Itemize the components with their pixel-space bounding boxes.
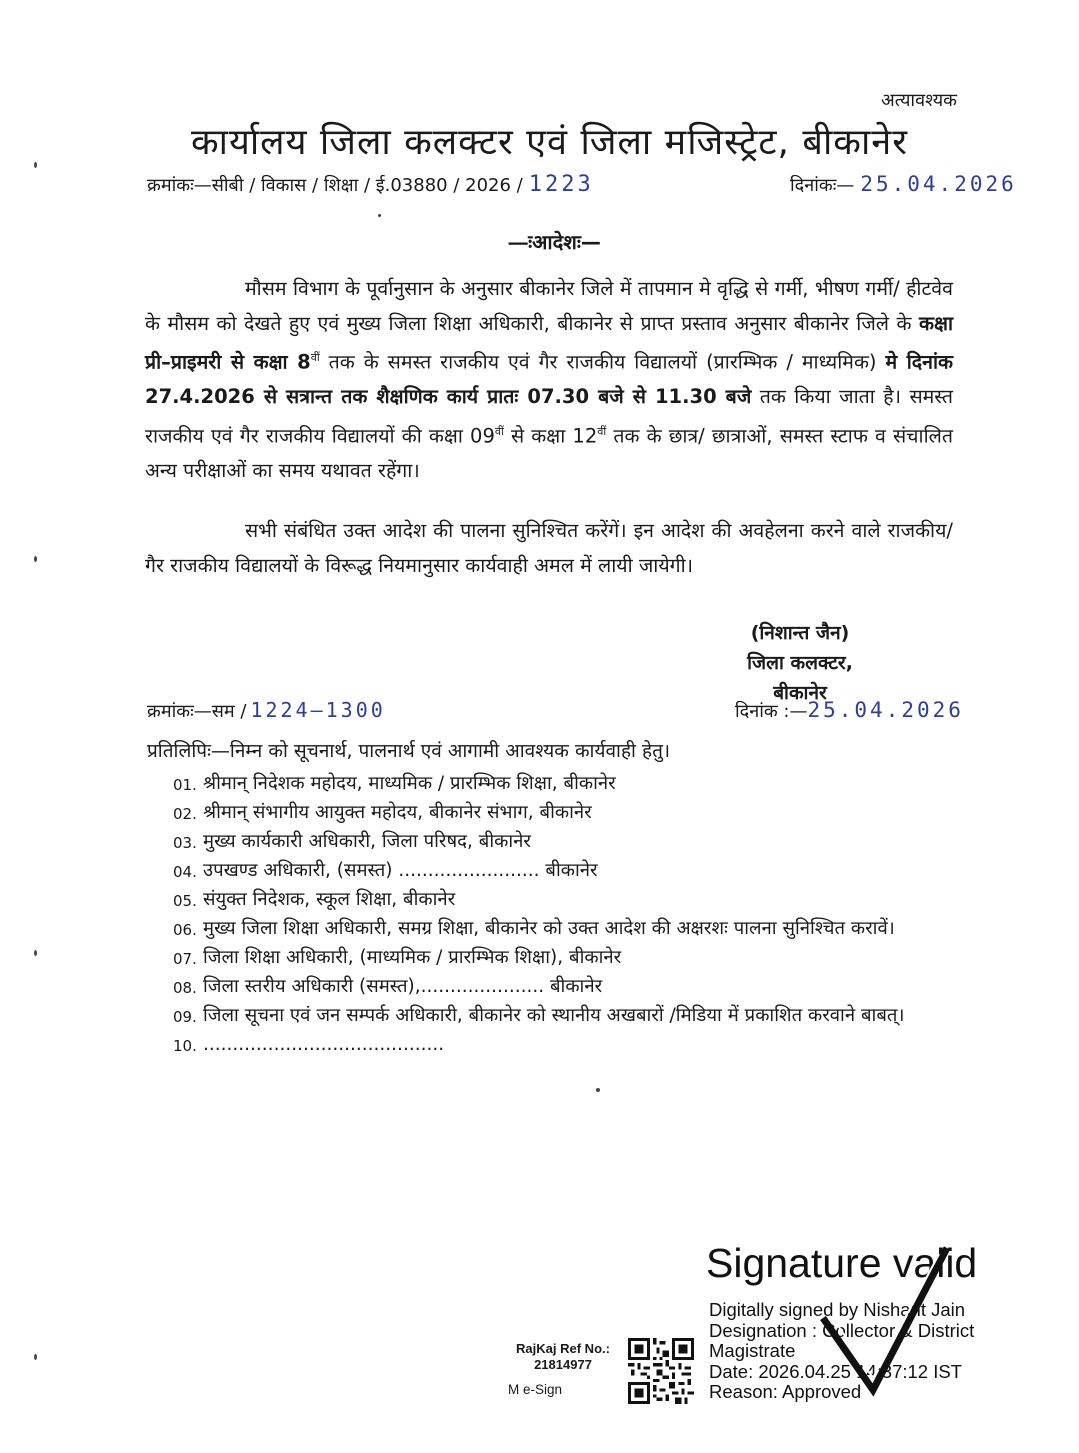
rajkaj-reference	[503, 1341, 623, 1373]
scan-speck	[34, 162, 37, 168]
list-item-number: 04.	[173, 863, 197, 881]
list-item-number: 07.	[173, 950, 197, 968]
copy-date-handwritten: 25.04.2026	[807, 698, 964, 722]
p1-sup-3: वीं	[597, 424, 607, 438]
copy-reference-label: क्रमांकः—सम /	[147, 701, 247, 722]
signatory-designation: जिला कलक्टर,	[747, 652, 853, 674]
copy-date	[735, 698, 964, 723]
order-reference-handwritten: 1223	[528, 172, 594, 197]
order-date-label: दिनांकः—	[790, 175, 855, 196]
list-item	[173, 770, 953, 799]
list-item-text: संयुक्त निदेशक, स्कूल शिक्षा, बीकानेर	[203, 889, 456, 910]
order-date-handwritten: 25.04.2026	[860, 172, 1017, 196]
list-item-text: .........................................	[203, 1034, 445, 1055]
copy-intro: प्रतिलिपिः—निम्न को सूचनार्थ, पालनार्थ एवं आगामी आवश्यक कार्यवाही हेतु।	[147, 740, 671, 762]
p1-text-e: तक के छात्र/ छात्राओं, समस्त स्टाफ व संचालित अन्य परीक्षाओं का समय यथावत रहेंगा।	[145, 424, 953, 482]
signer-designation: Designation : Collector & District	[709, 1319, 975, 1341]
list-item	[173, 828, 953, 857]
list-item	[173, 799, 953, 828]
order-paragraph-2	[145, 514, 953, 583]
list-item-number: 10.	[173, 1037, 197, 1055]
distribution-list	[173, 770, 953, 1060]
list-item-text: जिला स्तरीय अधिकारी (समस्त),..................... बीकानेर	[203, 976, 603, 997]
list-item	[173, 915, 953, 944]
signature-valid-title: Signature valid	[706, 1240, 978, 1286]
list-item-number: 02.	[173, 805, 197, 823]
list-item-number: 08.	[173, 979, 197, 997]
list-item-text: श्रीमान् संभागीय आयुक्त महोदय, बीकानेर संभाग, बीकानेर	[203, 802, 592, 823]
order-reference	[147, 172, 594, 197]
scan-speck	[378, 214, 381, 217]
order-reference-label: क्रमांकः—सीबी / विकास / शिक्षा / ई.03880 / 2026 /	[147, 175, 523, 196]
scan-speck	[34, 950, 37, 956]
list-item-number: 06.	[173, 921, 197, 939]
p1-text-d: से कक्षा 12	[510, 424, 598, 447]
office-title: कार्यालय जिला कलक्टर एवं जिला मजिस्ट्रेट, बीकानेर	[191, 122, 908, 163]
scan-speck	[596, 1088, 600, 1092]
p2-text: सभी संबंधित उक्त आदेश की पालना सुनिश्चित करेंगें। इन आदेश की अवहेलना करने वाले राजकीय/ गैर राजकीय विद्यालयों के विरूद्ध नियमानुसार कार्यवाही अमल में लायी जायेगी।	[145, 519, 953, 577]
checkmark-icon	[815, 1240, 955, 1400]
copy-reference-handwritten: 1224—1300	[250, 698, 386, 722]
list-item-number: 09.	[173, 1008, 197, 1026]
signature-reason: Reason: Approved	[709, 1381, 862, 1402]
list-item-text: श्रीमान् निदेशक महोदय, माध्यमिक / प्रारम्भिक शिक्षा, बीकानेर	[203, 773, 616, 794]
scan-speck	[34, 1354, 37, 1360]
list-item	[173, 1002, 953, 1031]
list-item	[173, 1031, 953, 1060]
list-item	[173, 944, 953, 973]
signature-date: Date: 2026.04.25 14:37:12 IST	[709, 1360, 963, 1382]
copy-date-label: दिनांक :—	[735, 701, 808, 722]
order-paragraph-1	[145, 272, 953, 488]
list-item-number: 01.	[173, 776, 197, 794]
list-item-text: मुख्य कार्यकारी अधिकारी, जिला परिषद, बीकानेर	[203, 831, 531, 852]
rajkaj-number: 21814977	[534, 1357, 592, 1372]
p1-sup-2: वीं	[494, 424, 504, 438]
qr-code-icon	[628, 1338, 694, 1404]
list-item-text: मुख्य जिला शिक्षा अधिकारी, समग्र शिक्षा, बीकानेर को उक्त आदेश की अक्षरशः पालना सुनिश्चित करावें।	[203, 918, 895, 939]
signatory-name: (निशान्त जैन)	[750, 622, 850, 644]
signatory-block	[700, 618, 900, 708]
p1-bold-timing: मे दिनांक 27.4.2026 से सत्रान्त तक शैक्षणिक कार्य प्रातः 07.30 बजे से 11.30 बजे	[145, 350, 953, 408]
list-item	[173, 857, 953, 886]
list-item-text: जिला सूचना एवं जन सम्पर्क अधिकारी, बीकानेर को स्थानीय अखबारों /मिडिया में प्रकाशित करवाने बाबत्।	[203, 1005, 905, 1026]
signed-by: Digitally signed by Nishant Jain	[709, 1299, 966, 1320]
p1-text-c: तक किया जाता है। समस्त राजकीय एवं गैर राजकीय विद्यालयों की कक्षा 09	[145, 385, 954, 447]
list-item-number: 05.	[173, 892, 197, 910]
list-item	[173, 973, 953, 1002]
urgency-label: अत्यावश्यक	[881, 90, 957, 111]
p1-bold-classes: कक्षा प्री–प्राइमरी से कक्षा 8	[145, 311, 954, 374]
list-item-text: जिला शिक्षा अधिकारी, (माध्यमिक / प्रारम्भिक शिक्षा), बीकानेर	[203, 947, 622, 968]
list-item	[173, 886, 953, 915]
mesign-label: M e-Sign	[508, 1382, 563, 1397]
p1-text-b: तक के समस्त राजकीय एवं गैर राजकीय विद्यालयों (प्रारम्भिक / माध्यमिक)	[328, 350, 877, 374]
rajkaj-label: RajKaj Ref No.:	[516, 1341, 610, 1356]
scan-speck	[34, 556, 37, 562]
order-date	[790, 172, 1017, 197]
p1-sup-1: वीं	[310, 351, 320, 364]
list-item-text: उपखण्ड अधिकारी, (समस्त) ........................ बीकानेर	[203, 860, 598, 881]
order-heading: —ःआदेशः—	[508, 230, 601, 254]
p1-text-a: मौसम विभाग के पूर्वानुसान के अनुसार बीकानेर जिले में तापमान मे वृद्धि से गर्मी, भीषण गर्मी/ हीटवेव के मौसम को देखते हुए एवं मुख्य जिला शिक्षा अधिकारी, बीकानेर से प्राप्त प्रस्ताव अनुसार बीकानेर जिले के	[145, 277, 953, 335]
signer-designation-cont: Magistrate	[709, 1340, 796, 1361]
list-item-number: 03.	[173, 834, 197, 852]
signatory-place: बीकानेर	[773, 682, 827, 704]
copy-reference	[147, 698, 386, 723]
